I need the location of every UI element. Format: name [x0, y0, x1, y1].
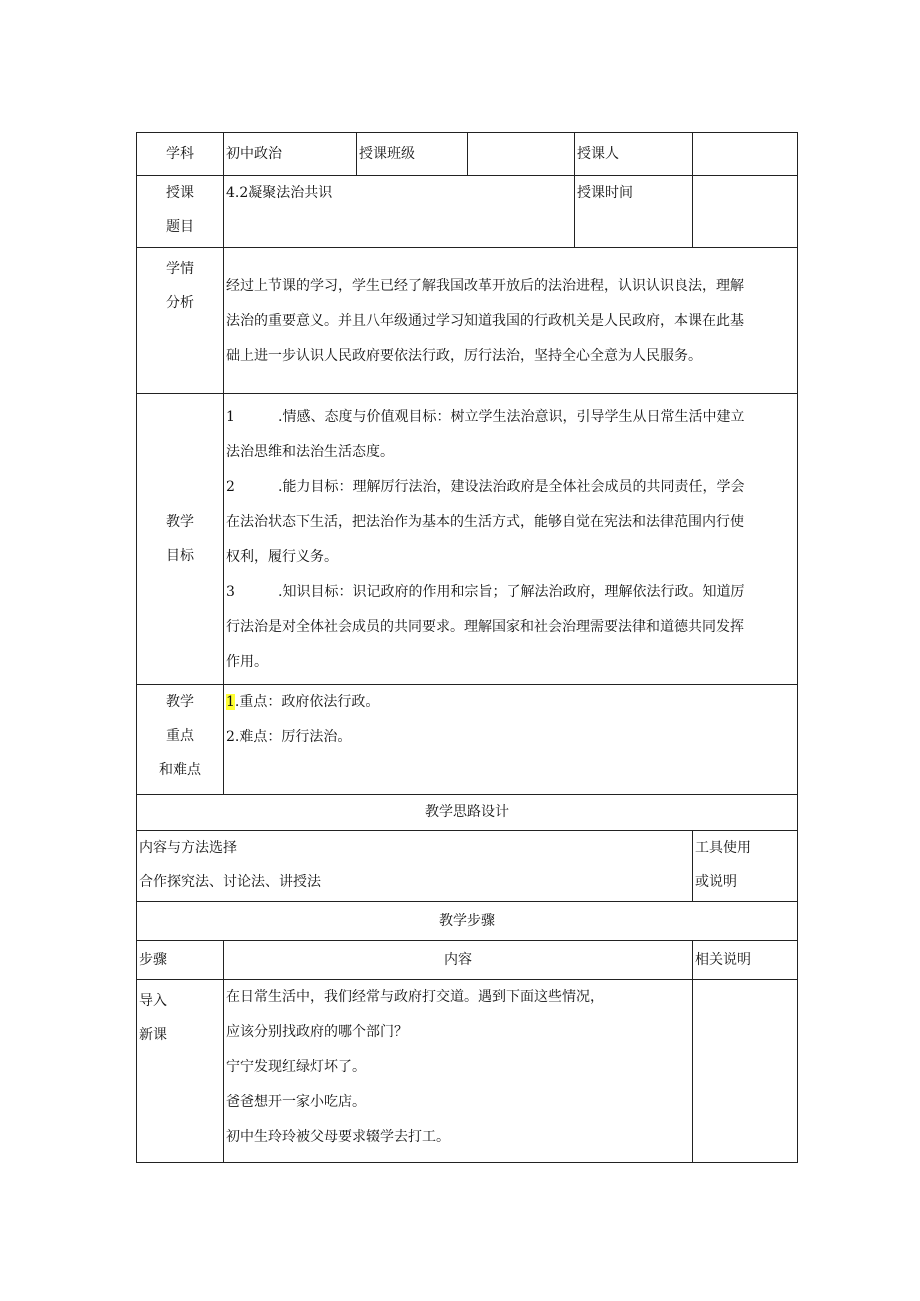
topic-label-line2: 题目 — [166, 219, 194, 235]
step-content — [224, 980, 693, 1163]
goal-text-line: 法治思维和法治生活态度。 — [226, 444, 394, 460]
lesson-plan-table — [136, 132, 798, 1163]
step-line: 应该分别找政府的哪个部门？ — [226, 1024, 408, 1040]
goals-content — [224, 394, 798, 685]
analysis-line: 法治的重要意义。并且八年级通过学习知道我国的行政机关是人民政府，本课在此基 — [226, 313, 744, 329]
keypoints-row — [137, 685, 798, 795]
step-name — [137, 980, 224, 1163]
step-line: 爸爸想开一家小吃店。 — [226, 1094, 366, 1110]
keypoints-label-line2: 重点 — [166, 728, 194, 744]
keypoints-label-line1: 教学 — [166, 694, 194, 710]
design-title-row — [137, 795, 798, 831]
step-line: 宁宁发现红绿灯坏了。 — [226, 1059, 366, 1075]
keypoint-item-2: 2.难点：厉行法治。 — [226, 729, 352, 745]
goal-item-1 — [226, 400, 795, 435]
step-line: 初中生玲玲被父母要求辍学去打工。 — [226, 1129, 450, 1145]
goal-number: 1 — [226, 409, 235, 425]
highlighted-number: 1 — [226, 694, 235, 710]
goal-item-3 — [226, 575, 795, 610]
tool-label-line2: 或说明 — [695, 874, 737, 890]
analysis-line: 础上进一步认识人民政府要依法行政，厉行法治，坚持全心全意为人民服务。 — [226, 348, 702, 364]
steps-title-row — [137, 902, 798, 941]
step-name-line2: 新课 — [139, 1027, 167, 1043]
header-row — [137, 133, 798, 176]
step-name-line1: 导入 — [139, 993, 167, 1009]
design-title: 教学思路设计 — [137, 795, 798, 831]
goals-label-line1: 教学 — [166, 514, 194, 530]
goal-text-line: 行法治是对全体社会成员的共同要求。理解国家和社会治理需要法律和道德共同发挥 — [226, 619, 744, 635]
analysis-content — [224, 248, 798, 394]
method-content — [137, 831, 693, 902]
keypoints-label-line3: 和难点 — [159, 762, 201, 778]
goals-label — [137, 394, 224, 685]
teacher-value — [693, 133, 798, 176]
topic-label — [137, 176, 224, 248]
goal-text: .能力目标：理解厉行法治，建设法治政府是全体社会成员的共同责任，学会 — [278, 479, 745, 495]
goal-item-2 — [226, 470, 795, 505]
time-label: 授课时间 — [575, 176, 693, 248]
goal-number: 3 — [226, 584, 235, 600]
keypoints-label — [137, 685, 224, 795]
class-label: 授课班级 — [357, 133, 468, 176]
goals-row — [137, 394, 798, 685]
method-row — [137, 831, 798, 902]
goal-text-line: 权利，履行义务。 — [226, 549, 338, 565]
topic-row — [137, 176, 798, 248]
keypoint-item-1 — [226, 685, 795, 720]
col-content: 内容 — [224, 941, 693, 980]
step-line: 在日常生活中，我们经常与政府打交道。遇到下面这些情况， — [226, 989, 604, 1005]
method-value: 合作探究法、讨论法、讲授法 — [139, 874, 321, 890]
topic-label-line1: 授课 — [166, 185, 194, 201]
goals-label-line2: 目标 — [166, 548, 194, 564]
col-step: 步骤 — [137, 941, 224, 980]
goal-number: 2 — [226, 479, 235, 495]
analysis-label — [137, 248, 224, 394]
col-note: 相关说明 — [693, 941, 798, 980]
tool-label — [693, 831, 798, 902]
goal-text: .情感、态度与价值观目标：树立学生法治意识，引导学生从日常生活中建立 — [278, 409, 745, 425]
subject-label: 学科 — [137, 133, 224, 176]
topic-value: 4.2凝聚法治共识 — [224, 176, 575, 248]
steps-title: 教学步骤 — [137, 902, 798, 941]
time-value — [693, 176, 798, 248]
analysis-label-line2: 分析 — [166, 295, 194, 311]
method-label: 内容与方法选择 — [139, 840, 237, 856]
teacher-label: 授课人 — [575, 133, 693, 176]
steps-header-row — [137, 941, 798, 980]
analysis-line: 经过上节课的学习，学生已经了解我国改革开放后的法治进程，认识认识良法，理解 — [226, 278, 744, 294]
goal-text: .知识目标：识记政府的作用和宗旨；了解法治政府，理解依法行政。知道厉 — [278, 584, 745, 600]
tool-label-line1: 工具使用 — [695, 840, 751, 856]
step-note — [693, 980, 798, 1163]
class-value — [468, 133, 575, 176]
analysis-row — [137, 248, 798, 394]
goal-text-line: 在法治状态下生活，把法治作为基本的生活方式，能够自觉在宪法和法律范围内行使 — [226, 514, 744, 530]
subject-value: 初中政治 — [224, 133, 357, 176]
analysis-label-line1: 学情 — [166, 261, 194, 277]
keypoints-content — [224, 685, 798, 795]
goal-text-line: 作用。 — [226, 654, 268, 670]
keypoint-text: .重点：政府依法行政。 — [234, 694, 380, 710]
step-row — [137, 980, 798, 1163]
